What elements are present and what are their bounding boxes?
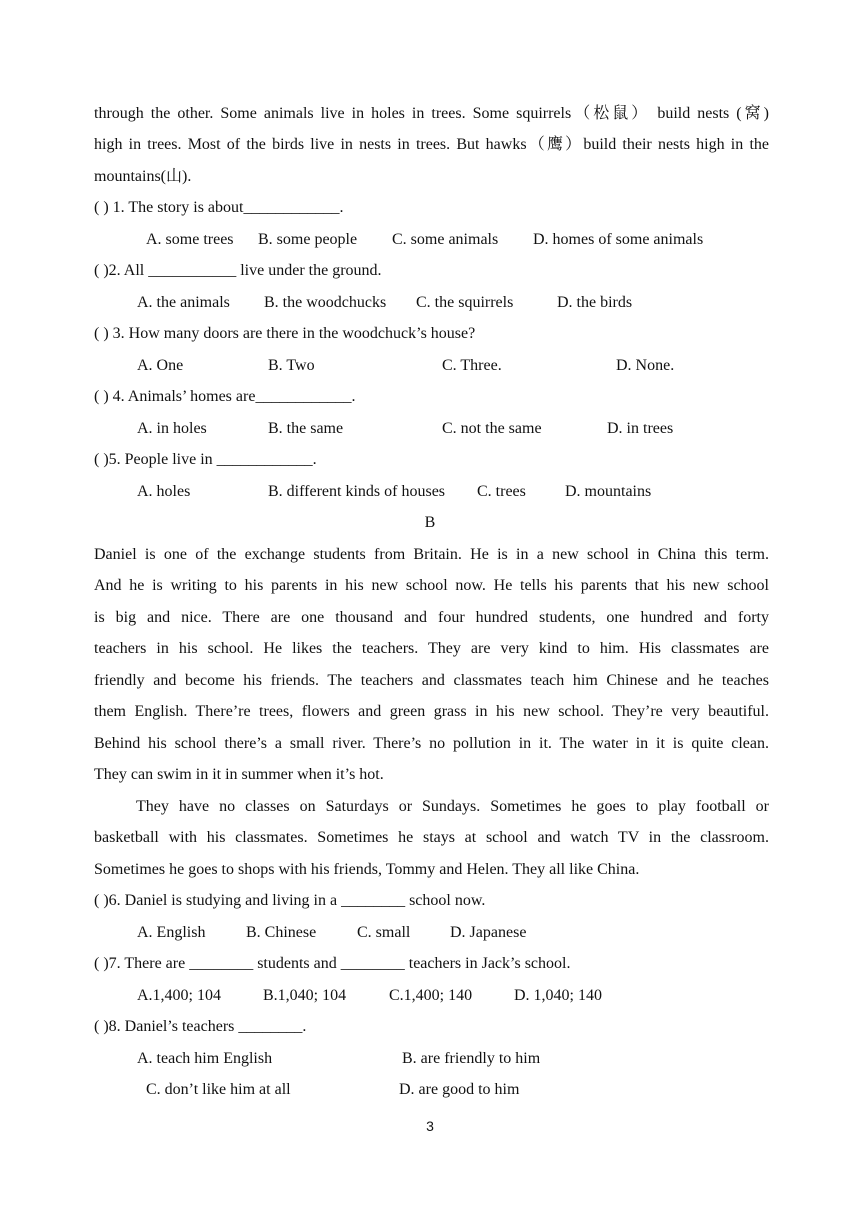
- q4-option-a: A. in holes: [137, 420, 207, 437]
- q7-option-c: C.1,400; 140: [389, 987, 473, 1004]
- q3-option-a: A. One: [137, 357, 184, 374]
- q8-option-c: C. don’t like him at all: [146, 1081, 291, 1098]
- question-8-stem: ( )8. Daniel’s teachers ________.: [94, 1018, 307, 1035]
- q4-option-d: D. in trees: [607, 420, 674, 437]
- q4-option-b: B. the same: [268, 420, 344, 437]
- page-number: 3: [426, 1118, 434, 1134]
- q1-option-c: C. some animals: [392, 231, 499, 248]
- q3-option-b: B. Two: [268, 357, 315, 374]
- q3-option-c: C. Three.: [442, 357, 502, 374]
- q6-option-a: A. English: [137, 924, 206, 941]
- q8-option-a: A. teach him English: [137, 1050, 273, 1067]
- q2-option-d: D. the birds: [557, 294, 633, 311]
- q7-option-d: D. 1,040; 140: [514, 987, 602, 1004]
- q5-option-c: C. trees: [477, 483, 526, 500]
- question-6-stem: ( )6. Daniel is studying and living in a ________ school now.: [94, 892, 486, 909]
- passage-b-line: teachers in his school. He likes the teachers. They are very kind to him. His classmates are: [94, 640, 769, 657]
- question-5-stem: ( )5. People live in ____________.: [94, 451, 317, 468]
- q8-option-b: B. are friendly to him: [402, 1050, 541, 1067]
- passage-b-line: Behind his school there’s a small river. There’s no pollution in it. The water in it is quite clean.: [94, 735, 769, 752]
- passage-a-line: through the other. Some animals live in holes in trees. Some squirrels（松鼠） build nests (窝): [94, 105, 769, 122]
- question-2-stem: ( )2. All ___________ live under the ground.: [94, 262, 382, 279]
- q8-option-d: D. are good to him: [399, 1081, 520, 1098]
- question-3-stem: ( ) 3. How many doors are there in the woodchuck’s house?: [94, 325, 476, 342]
- q2-option-c: C. the squirrels: [416, 294, 514, 311]
- passage-b-line: They have no classes on Saturdays or Sundays. Sometimes he goes to play football or: [136, 798, 769, 815]
- q6-option-d: D. Japanese: [450, 924, 527, 941]
- q4-option-c: C. not the same: [442, 420, 542, 437]
- q1-option-b: B. some people: [258, 231, 358, 248]
- q6-option-c: C. small: [357, 924, 411, 941]
- q5-option-b: B. different kinds of houses: [268, 483, 446, 500]
- passage-b-line: friendly and become his friends. The teachers and classmates teach him Chinese and he teaches: [94, 672, 769, 689]
- passage-b-line: Daniel is one of the exchange students from Britain. He is in a new school in China this term.: [94, 546, 769, 563]
- q5-option-a: A. holes: [137, 483, 191, 500]
- passage-b-line: is big and nice. There are one thousand and four hundred students, one hundred and forty: [94, 609, 769, 626]
- q1-option-a: A. some trees: [146, 231, 234, 248]
- passage-a-line: mountains(山).: [94, 168, 192, 185]
- q1-option-d: D. homes of some animals: [533, 231, 704, 248]
- section-b-heading: B: [424, 514, 436, 531]
- q6-option-b: B. Chinese: [246, 924, 317, 941]
- q5-option-d: D. mountains: [565, 483, 652, 500]
- passage-a-line: high in trees. Most of the birds live in nests in trees. But hawks（鹰）build their nests high in the: [94, 136, 769, 153]
- q2-option-b: B. the woodchucks: [264, 294, 387, 311]
- passage-b-line: basketball with his classmates. Sometimes he stays at school and watch TV in the classroom.: [94, 829, 769, 846]
- passage-b-line: And he is writing to his parents in his new school now. He tells his parents that his new school: [94, 577, 769, 594]
- passage-b-line: Sometimes he goes to shops with his friends, Tommy and Helen. They all like China.: [94, 861, 640, 878]
- passage-b-line: They can swim in it in summer when it’s hot.: [94, 766, 384, 783]
- q3-option-d: D. None.: [616, 357, 675, 374]
- question-1-stem: ( ) 1. The story is about____________.: [94, 199, 344, 216]
- q7-option-b: B.1,040; 104: [263, 987, 347, 1004]
- passage-b-line: them English. There’re trees, flowers and green grass in his new school. They’re very beautiful.: [94, 703, 769, 720]
- q7-option-a: A.1,400; 104: [137, 987, 221, 1004]
- q2-option-a: A. the animals: [137, 294, 230, 311]
- question-7-stem: ( )7. There are ________ students and ________ teachers in Jack’s school.: [94, 955, 571, 972]
- question-4-stem: ( ) 4. Animals’ homes are____________.: [94, 388, 356, 405]
